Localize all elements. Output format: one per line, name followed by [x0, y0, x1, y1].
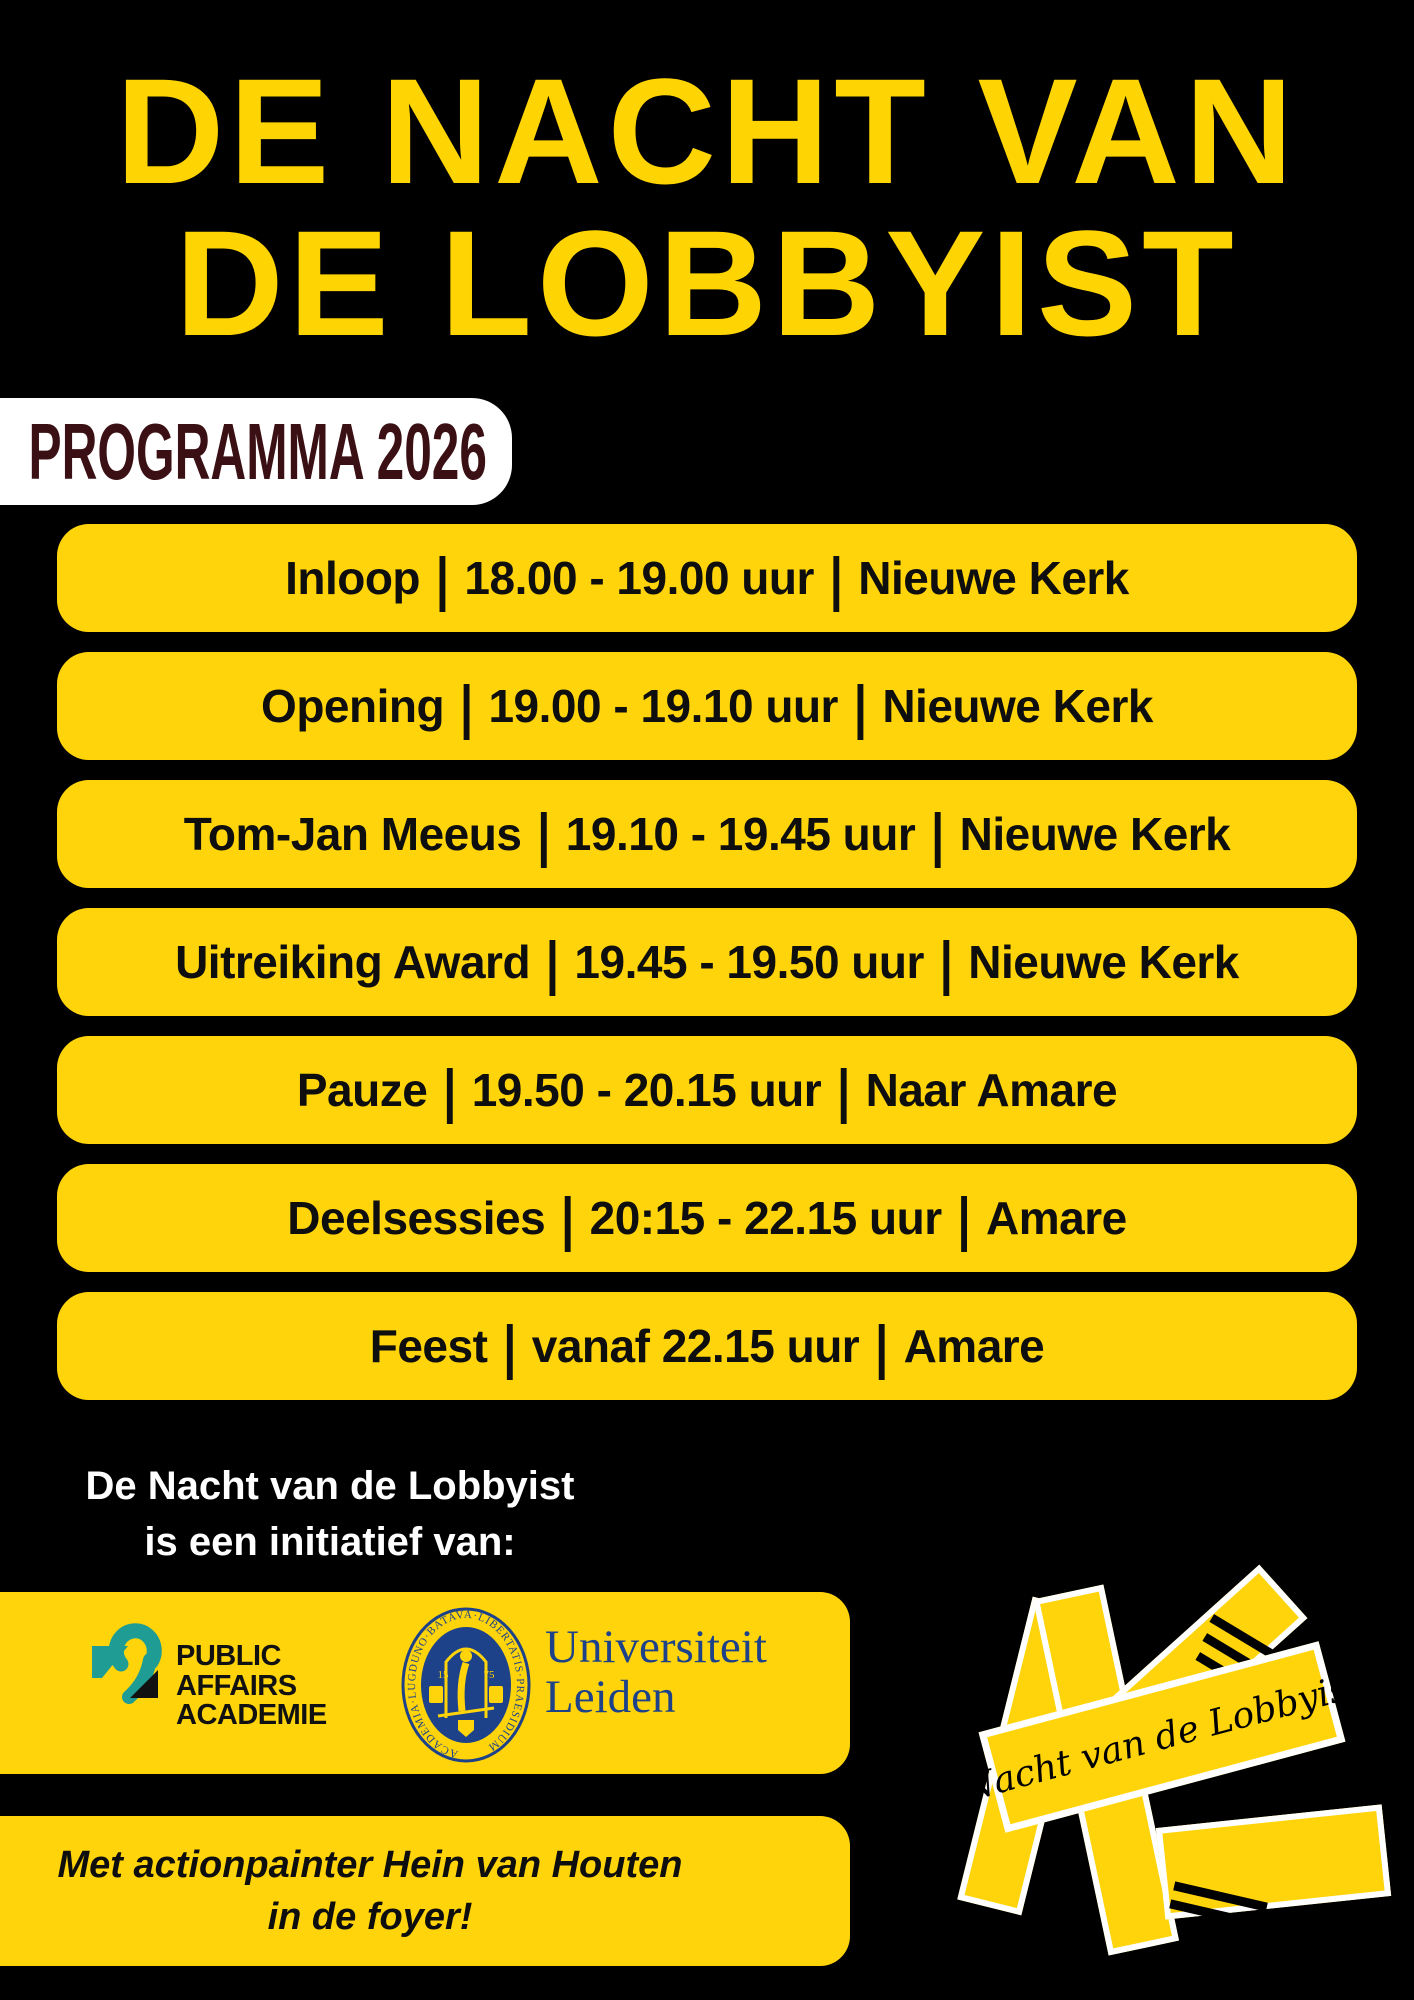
activity: Feest [369, 1320, 488, 1372]
schedule-list [57, 524, 1357, 1420]
initiative-line1: De Nacht van de Lobbyist [85, 1464, 575, 1508]
location: Amare [903, 1320, 1045, 1372]
programma-badge [0, 398, 512, 505]
location: Naar Amare [865, 1064, 1118, 1116]
paa-line2: AFFAIRS [176, 1669, 297, 1702]
separator: | [443, 1056, 456, 1124]
location: Amare [986, 1192, 1127, 1244]
separator: | [546, 928, 559, 996]
footer-note-line2: in de foyer! [267, 1896, 473, 1938]
activity: Inloop [285, 552, 421, 604]
schedule-item-tomjan-meeus [57, 780, 1357, 888]
event-logo-sticker [950, 1560, 1414, 2000]
location: Nieuwe Kerk [968, 936, 1239, 988]
initiative-text [70, 1458, 590, 1570]
leiden-line1: Universiteit [545, 1621, 767, 1673]
event-logo-label: Nacht van de Lobbyist [958, 1664, 1366, 1810]
separator: | [939, 928, 953, 996]
activity: Uitreiking Award [175, 936, 531, 988]
schedule-item-deelsessies [57, 1164, 1357, 1272]
separator: | [837, 1056, 850, 1124]
separator: | [829, 544, 843, 612]
separator: | [436, 544, 449, 612]
separator: | [931, 800, 944, 868]
universiteit-leiden-wordmark [545, 1622, 767, 1722]
time: 19.45 - 19.50 uur [574, 936, 924, 988]
schedule-item-inloop [57, 524, 1357, 632]
leiden-seal-ring-text: ACADEMIA·LUGDUNO·BATAVA·LIBERTATIS·PRAESIDIUM [406, 1608, 527, 1761]
paa-line3: ACADEMIE [176, 1699, 327, 1731]
time: 19.10 - 19.45 uur [565, 808, 916, 860]
activity: Opening [261, 680, 445, 732]
logo-strip-icon [1156, 1804, 1391, 1919]
time: 19.00 - 19.10 uur [488, 680, 838, 732]
location: Nieuwe Kerk [858, 552, 1129, 604]
poster-title-line2: DE LOBBYIST [175, 199, 1239, 367]
footer-note-line1: Met actionpainter Hein van Houten [57, 1844, 683, 1886]
separator: | [875, 1312, 888, 1380]
activity: Tom-Jan Meeus [183, 808, 522, 860]
universiteit-leiden-seal-icon [400, 1606, 532, 1764]
location: Nieuwe Kerk [959, 808, 1231, 860]
programma-badge-label: PROGRAMMA 2026 [28, 406, 487, 496]
leiden-seal-year-right: 75 [483, 1669, 495, 1681]
public-affairs-academie-icon [88, 1618, 170, 1706]
time: 18.00 - 19.00 uur [464, 552, 814, 604]
poster-title-line1: DE NACHT VAN [115, 47, 1299, 215]
separator: | [503, 1312, 516, 1380]
time: 20:15 - 22.15 uur [589, 1192, 942, 1244]
public-affairs-academie-wordmark [176, 1642, 327, 1731]
leiden-seal-year-left: 15 [437, 1669, 449, 1681]
separator: | [537, 800, 550, 868]
footer-note [0, 1816, 850, 1966]
poster-title [0, 47, 1414, 367]
activity: Pauze [296, 1064, 428, 1116]
activity: Deelsessies [287, 1192, 546, 1244]
separator: | [853, 672, 867, 740]
separator: | [460, 672, 473, 740]
schedule-item-pauze [57, 1036, 1357, 1144]
schedule-item-feest [57, 1292, 1357, 1400]
sponsor-box [0, 1592, 850, 1774]
separator: | [561, 1184, 574, 1252]
schedule-item-uitreiking-award [57, 908, 1357, 1016]
location: Nieuwe Kerk [882, 680, 1153, 732]
separator: | [957, 1184, 971, 1252]
schedule-item-opening [57, 652, 1357, 760]
time: vanaf 22.15 uur [531, 1320, 860, 1372]
paa-line1: PUBLIC [176, 1640, 281, 1672]
leiden-line2: Leiden [545, 1671, 676, 1723]
initiative-line2: is een initiatief van: [144, 1520, 516, 1564]
time: 19.50 - 20.15 uur [471, 1064, 822, 1116]
